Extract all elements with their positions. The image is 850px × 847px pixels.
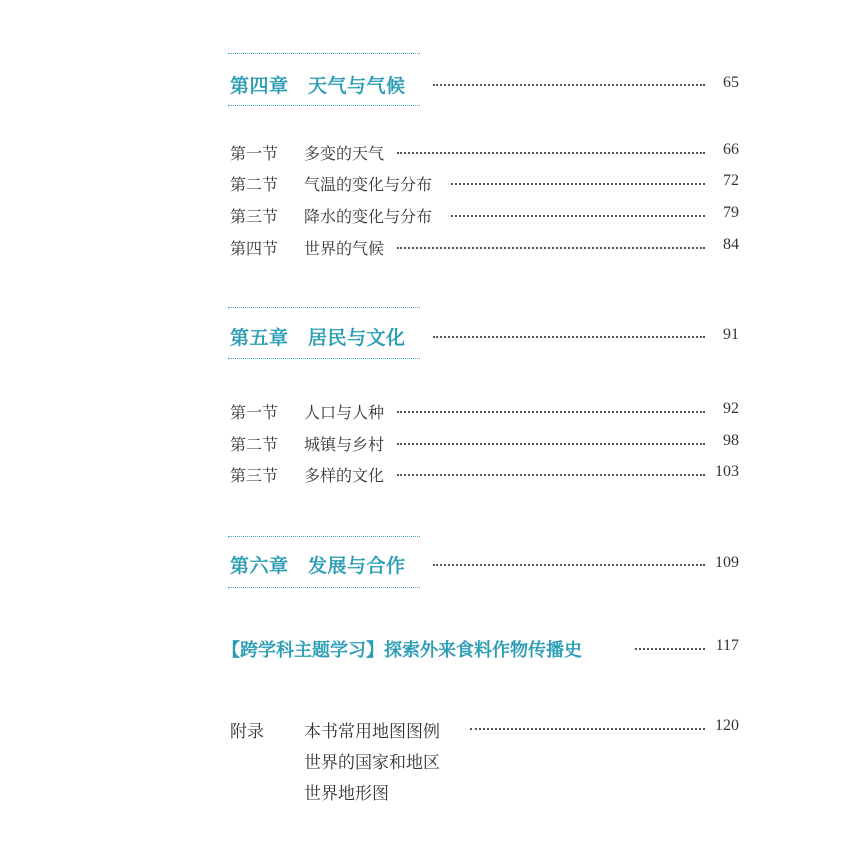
dot-leader: [635, 648, 705, 650]
page-number[interactable]: 65: [723, 74, 739, 91]
theme-title[interactable]: 【跨学科主题学习】探索外来食料作物传播史: [222, 640, 582, 661]
page-number[interactable]: 84: [723, 236, 739, 253]
section-title[interactable]: 城镇与乡村: [304, 435, 385, 454]
section-title[interactable]: 气温的变化与分布: [304, 175, 433, 194]
page-number[interactable]: 120: [715, 717, 739, 734]
page-number[interactable]: 109: [715, 554, 739, 571]
chapter-top-rule: [228, 53, 420, 54]
section-number: 第二节: [230, 435, 279, 454]
page-number[interactable]: 66: [723, 141, 739, 158]
page-number[interactable]: 117: [715, 637, 739, 654]
dot-leader: [470, 728, 705, 730]
section-title[interactable]: 世界的气候: [304, 239, 385, 258]
section-number: 第一节: [230, 403, 279, 422]
chapter-title[interactable]: 第五章 居民与文化: [230, 327, 406, 349]
section-title[interactable]: 多样的文化: [304, 466, 385, 485]
page-number[interactable]: 98: [723, 432, 739, 449]
dot-leader: [397, 411, 705, 413]
dot-leader: [397, 152, 705, 154]
section-number: 第二节: [230, 175, 279, 194]
chapter-title[interactable]: 第六章 发展与合作: [230, 555, 406, 577]
page-number[interactable]: 72: [723, 172, 739, 189]
dot-leader: [397, 474, 705, 476]
page-number[interactable]: 79: [723, 204, 739, 221]
chapter-bottom-rule: [228, 587, 420, 588]
section-title[interactable]: 人口与人种: [304, 403, 385, 422]
dot-leader: [451, 215, 705, 217]
appendix-item[interactable]: 本书常用地图图例: [304, 722, 440, 742]
section-number: 第四节: [230, 239, 279, 258]
dot-leader: [397, 247, 705, 249]
page-number[interactable]: 92: [723, 400, 739, 417]
dot-leader: [397, 443, 705, 445]
chapter-top-rule: [228, 307, 420, 308]
chapter-bottom-rule: [228, 105, 420, 106]
section-number: 第三节: [230, 207, 279, 226]
appendix-label: 附录: [230, 722, 264, 742]
dot-leader: [433, 564, 705, 566]
dot-leader: [433, 336, 705, 338]
chapter-bottom-rule: [228, 358, 420, 359]
chapter-top-rule: [228, 536, 420, 537]
section-title[interactable]: 多变的天气: [304, 144, 385, 163]
appendix-item[interactable]: 世界的国家和地区: [304, 753, 440, 773]
chapter-title[interactable]: 第四章 天气与气候: [230, 75, 406, 97]
section-number: 第三节: [230, 466, 279, 485]
page-number[interactable]: 91: [723, 326, 739, 343]
appendix-item[interactable]: 世界地形图: [304, 784, 389, 804]
dot-leader: [433, 84, 705, 86]
section-title[interactable]: 降水的变化与分布: [304, 207, 433, 226]
section-number: 第一节: [230, 144, 279, 163]
dot-leader: [451, 183, 705, 185]
page-number[interactable]: 103: [715, 463, 739, 480]
